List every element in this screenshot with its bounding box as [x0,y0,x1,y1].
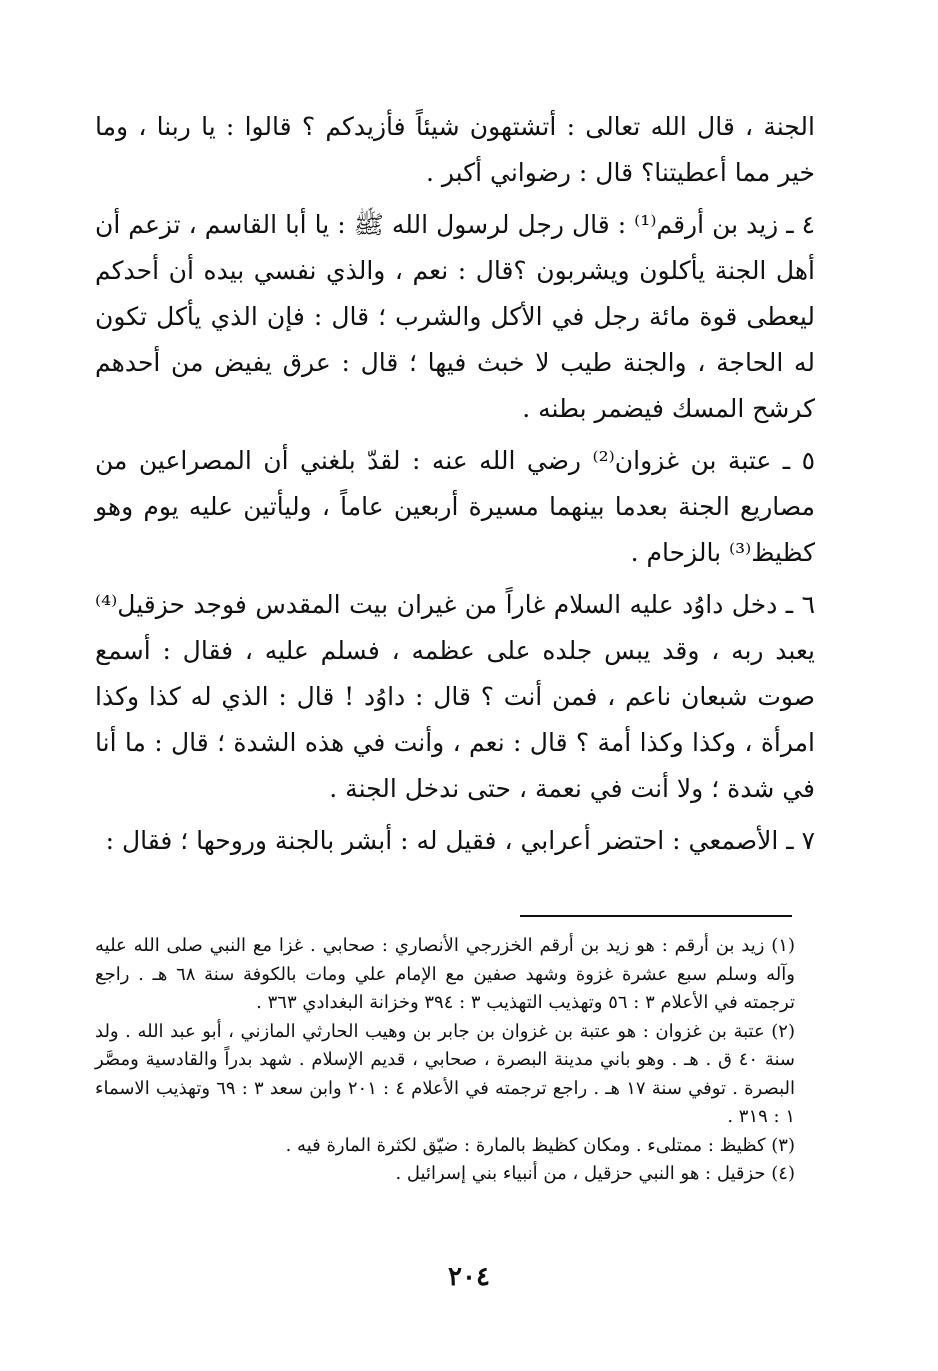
footnote-separator [520,915,792,917]
footnote-3: (٣) كظيظ : ممتلىء . ومكان كظيظ بالمارة : ضيّق لكثرة المارة فيه . [285,1134,795,1156]
footnote-2: (٢) عتبة بن غزوان : هو عتبة بن غزوان بن جابر بن وهيب الحارثي المازني ، أبو عبد الله . ولد سنة ٤٠ ق . هـ . وهو باني مدينة البصرة ، صحابي ، قديم الإسلام . شهد بدراً والقادسية ومصَّر البصرة . توفي سنة ١٧ هـ . راجع ترجمته في الأعلام ٤ : ٢٠١ وابن سعد ٣ : ٦٩ وتهذيب الاسماء ١ : ٣١٩ . [95,1020,796,1127]
paragraph-1: الجنة ، قال الله تعالى : أتشتهون شيئاً فأزيدكم ؟ قالوا : يا ربنا ، وما خير مما أعطيتنا؟ قال : رضواني أكبر . [95,112,815,187]
paragraph-5: ٧ ـ الأصمعي : احتضر أعرابي ، فقيل له : أبشر بالجنة وروحها ؛ فقال : [105,826,815,855]
footnotes [95,932,795,1189]
paragraph-3: ٥ ـ عتبة بن غزوان⁽²⁾ رضي الله عنه : لقدّ بلغني أن المصراعين من مصاريع الجنة بعدما بينهما مسيرة أربعين عاماً ، وليأتين عليه يوم وهو كظيظ⁽³⁾ بالزحام . [95,446,815,567]
footnote-1: (١) زيد بن أرقم : هو زيد بن أرقم الخزرجي الأنصاري : صحابي . غزا مع النبي صلى الله عليه وآله وسلم سبع عشرة غزوة وشهد صفين مع الإمام علي ومات بالكوفة سنة ٦٨ هـ . راجع ترجمته في الأعلام ٣ : ٥٦ وتهذيب التهذيب ٣ : ٣٩٤ وخزانة البغدادي ٣٦٣ . [95,935,795,1013]
paragraph-2: ٤ ـ زيد بن أرقم⁽¹⁾ : قال رجل لرسول الله ﷺ : يا أبا القاسم ، تزعم أن أهل الجنة يأكلون ويشربون ؟قال : نعم ، والذي نفسي بيده أن أحدكم ليعطى قوة مائة رجل في الأكل والشرب ؛ قال : فإن الذي يأكل تكون له الحاجة ، والجنة طيب لا خبث فيها ؛ قال : عرق يفيض من أحدهم كرشح المسك فيضمر بطنه . [95,210,815,423]
main-text [95,104,815,870]
page-number: ٢٠٤ [448,1262,490,1292]
footnote-4: (٤) حزقيل : هو النبي حزقيل ، من أنبياء بني إسرائيل . [395,1163,795,1184]
paragraph-4: ٦ ـ دخل داوُد عليه السلام غاراً من غيران بيت المقدس فوجد حزقيل⁽⁴⁾ يعبد ربه ، وقد يبس جلده على عظمه ، فسلم عليه ، فقال : أسمع صوت شبعان ناعم ، فمن أنت ؟ قال : داوُد ! قال : الذي له كذا وكذا امرأة ، وكذا وكذا أمة ؟ قال : نعم ، وأنت في هذه الشدة ؛ قال : ما أنا في شدة ؛ ولا أنت في نعمة ، حتى ندخل الجنة . [95,590,815,803]
